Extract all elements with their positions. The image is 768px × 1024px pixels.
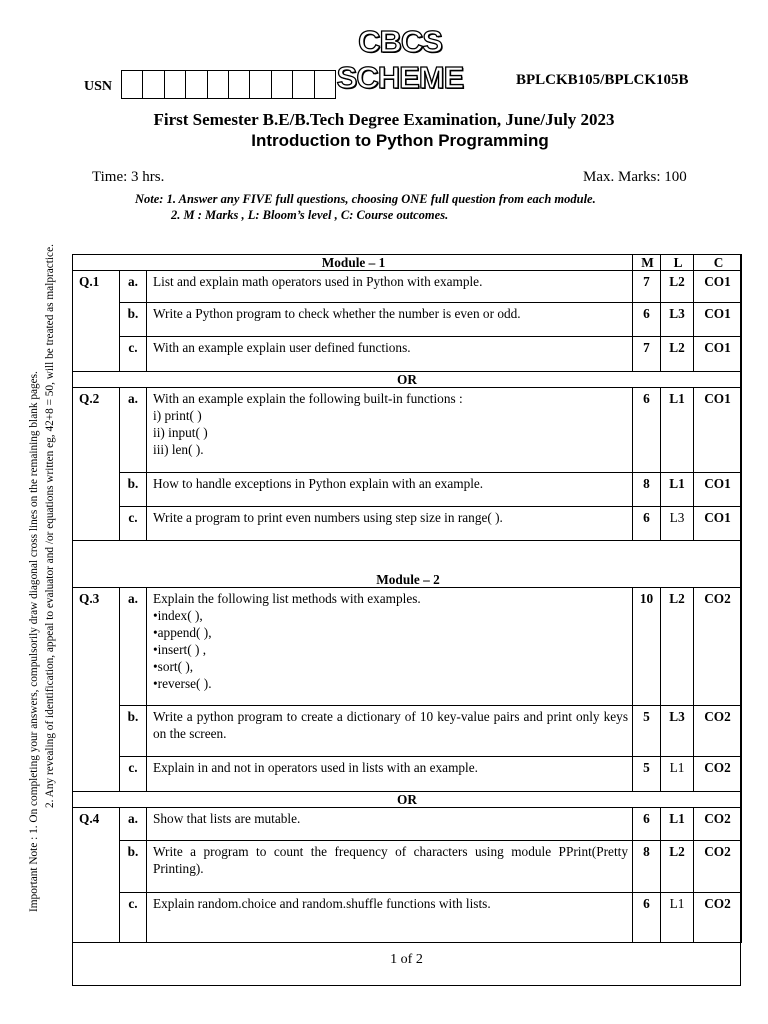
question-text: Show that lists are mutable. [147,808,633,841]
usn-label: USN [84,79,113,94]
usn-box[interactable] [142,70,164,99]
marks: 6 [633,507,661,541]
question-row [73,808,742,841]
course-outcome: CO2 [694,808,742,841]
question-line: •reverse( ). [153,676,212,691]
note-line-2: 2. M : Marks , L: Bloom’s level , C: Course outcomes. [171,208,449,222]
question-line: •append( ), [153,625,212,640]
question-text [147,388,633,473]
sub-label: a. [120,388,147,473]
question-text [147,588,633,706]
question-number: Q.2 [73,388,120,541]
marks: 8 [633,473,661,507]
usn-box[interactable] [121,70,143,99]
sub-label: c. [120,893,147,943]
question-row [73,588,742,706]
time-allowed: Time: 3 hrs. [92,169,165,185]
blooms-level: L3 [661,706,694,757]
question-row [73,757,742,792]
col-l: L [661,255,694,271]
question-row [73,841,742,893]
question-number: Q.4 [73,808,120,943]
question-line: With an example explain the following built-in functions : [153,391,463,406]
usn-box[interactable] [228,70,250,99]
course-outcome: CO1 [694,473,742,507]
module-1-header [73,255,742,271]
marks: 6 [633,388,661,473]
usn-box[interactable] [249,70,271,99]
usn-box[interactable] [271,70,293,99]
note-line-1: Note: 1. Answer any FIVE full questions, choosing ONE full question from each module. [135,192,596,206]
question-line: Explain the following list methods with examples. [153,591,421,606]
course-code: BPLCKB105/BPLCK105B [516,72,689,88]
question-row [73,271,742,303]
question-line: ii) input( ) [153,425,208,440]
question-row [73,473,742,507]
sub-label: a. [120,588,147,706]
question-line: i) print( ) [153,408,202,423]
course-outcome: CO1 [694,337,742,372]
usn-box[interactable] [207,70,229,99]
marks: 5 [633,706,661,757]
course-outcome: CO1 [694,388,742,473]
question-row [73,507,742,541]
sub-label: a. [120,271,147,303]
sub-label: b. [120,473,147,507]
question-number: Q.3 [73,588,120,792]
question-line: •sort( ), [153,659,194,674]
blooms-level: L3 [661,507,694,541]
blooms-level: L1 [661,757,694,792]
course-outcome: CO2 [694,841,742,893]
question-line: •index( ), [153,608,203,623]
blooms-level: L1 [661,473,694,507]
question-row [73,706,742,757]
marks: 8 [633,841,661,893]
marks: 10 [633,588,661,706]
important-note [26,212,58,912]
module-gap [73,541,742,573]
question-text: Explain random.choice and random.shuffle functions with lists. [147,893,633,943]
usn-box[interactable] [164,70,186,99]
question-row [73,337,742,372]
blooms-level: L2 [661,337,694,372]
usn-box[interactable] [314,70,336,99]
sub-label: c. [120,757,147,792]
blooms-level: L1 [661,893,694,943]
sub-label: b. [120,303,147,337]
important-note-line-1: Important Note : 1. On completing your answers, compulsorily draw diagonal cross lines on the remaining blank pages. [28,371,40,912]
question-line: •insert( ) , [153,642,207,657]
marks: 6 [633,808,661,841]
question-text: With an example explain user defined functions. [147,337,633,372]
blooms-level: L2 [661,271,694,303]
important-note-line-2: 2. Any revealing of identification, appeal to evaluator and /or equations written eg, 42+8 = 50, will be treated as malpractice. [44,244,56,808]
spacer [73,541,742,573]
subject-title: Introduction to Python Programming [251,131,549,150]
question-table [72,254,742,943]
course-outcome: CO1 [694,507,742,541]
question-text: List and explain math operators used in Python with example. [147,271,633,303]
sub-label: a. [120,808,147,841]
col-c: C [694,255,742,271]
or-divider [73,372,742,388]
usn-box[interactable] [292,70,314,99]
module-2-header [73,572,742,588]
question-row [73,303,742,337]
blooms-level: L1 [661,388,694,473]
col-m: M [633,255,661,271]
sub-label: b. [120,706,147,757]
blooms-level: L2 [661,841,694,893]
course-outcome: CO1 [694,271,742,303]
question-row [73,893,742,943]
or-label: OR [73,792,742,808]
marks: 5 [633,757,661,792]
blooms-level: L2 [661,588,694,706]
question-text: How to handle exceptions in Python explain with an example. [147,473,633,507]
page-number: 1 of 2 [390,952,423,967]
course-outcome: CO2 [694,588,742,706]
sub-label: b. [120,841,147,893]
exam-title: First Semester B.E/B.Tech Degree Examination, June/July 2023 [153,110,615,129]
blooms-level: L3 [661,303,694,337]
marks: 6 [633,893,661,943]
question-text: Write a Python program to check whether the number is even or odd. [147,303,633,337]
question-line: iii) len( ). [153,442,204,457]
sub-label: c. [120,507,147,541]
sub-label: c. [120,337,147,372]
max-marks: Max. Marks: 100 [583,169,687,185]
marks: 7 [633,271,661,303]
course-outcome: CO1 [694,303,742,337]
module-title: Module – 1 [73,255,633,271]
question-text: Explain in and not in operators used in lists with an example. [147,757,633,792]
or-divider [73,792,742,808]
question-row [73,388,742,473]
module-title: Module – 2 [73,572,742,588]
marks: 6 [633,303,661,337]
or-label: OR [73,372,742,388]
usn-box[interactable] [185,70,207,99]
marks: 7 [633,337,661,372]
blooms-level: L1 [661,808,694,841]
course-outcome: CO2 [694,757,742,792]
cbcs-scheme-banner: CBCS SCHEME [336,24,464,95]
question-text: Write a python program to create a dictionary of 10 key-value pairs and print only keys on the screen. [147,706,633,757]
question-text: Write a program to print even numbers using step size in range( ). [147,507,633,541]
course-outcome: CO2 [694,893,742,943]
usn-boxes[interactable] [122,70,336,99]
course-outcome: CO2 [694,706,742,757]
question-number: Q.1 [73,271,120,372]
question-text: Write a program to count the frequency of characters using module PPrint(Pretty Printing). [147,841,633,893]
